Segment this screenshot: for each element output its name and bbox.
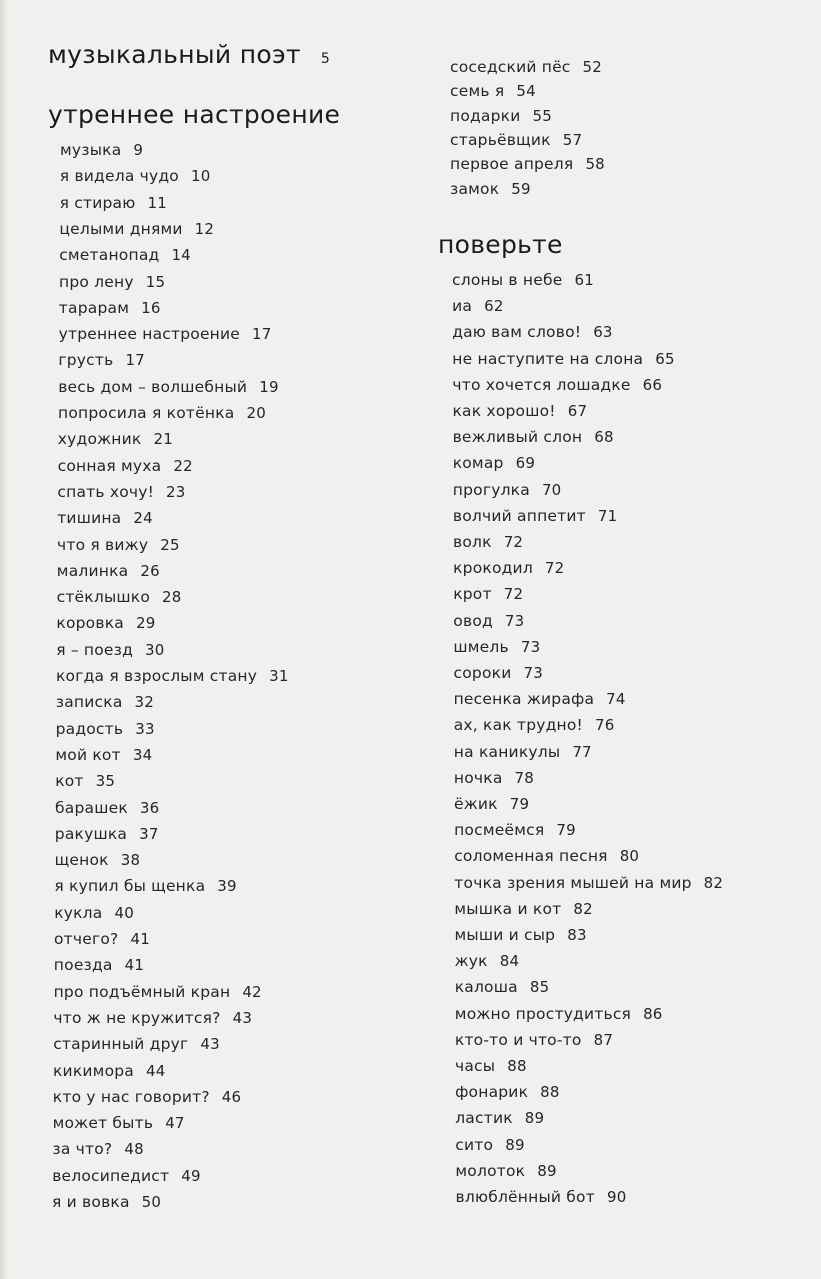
toc-entry [453, 402, 588, 420]
toc-entry-page-number: 16 [141, 298, 161, 317]
toc-entry-title: сонная муха [57, 456, 162, 475]
toc-entry-page-number: 31 [269, 667, 289, 685]
toc-header-entry [48, 40, 330, 69]
toc-entry-title: овод [453, 611, 493, 630]
toc-entry-title: соломенная песня [454, 847, 608, 866]
toc-entry [54, 983, 262, 1001]
toc-entry-page-number: 43 [200, 1035, 220, 1054]
toc-entry [58, 430, 173, 448]
toc-entry [54, 930, 150, 948]
toc-entry [453, 612, 524, 630]
toc-entry-title: про подъёмный кран [53, 982, 231, 1001]
toc-entry-page-number: 28 [162, 588, 182, 607]
toc-entry-page-number: 63 [593, 323, 613, 342]
toc-entry-title: крокодил [453, 559, 533, 578]
toc-entry [55, 825, 159, 843]
page-edge-shadow [0, 0, 8, 1279]
toc-entry-title: слоны в небе [452, 271, 563, 289]
toc-entry-title: песенка жирафа [453, 690, 595, 709]
toc-entry-page-number: 21 [153, 430, 173, 449]
toc-entry-page-number: 87 [593, 1030, 614, 1049]
toc-entry-title: кукла [54, 903, 103, 922]
toc-entry-title: что ж не кружится? [53, 1008, 221, 1027]
toc-entry-title: кто-то и что-то [454, 1030, 582, 1049]
toc-entry-page-number: 44 [146, 1061, 166, 1080]
toc-entry-page-number: 55 [532, 106, 553, 125]
toc-entry [52, 1167, 201, 1185]
toc-entry-title: радость [55, 719, 124, 738]
toc-entry [55, 851, 141, 869]
toc-entry-page-number: 14 [171, 246, 191, 265]
toc-entry-title: старьёвщик [450, 130, 551, 149]
toc-entry-title: жук [454, 952, 488, 971]
toc-entry-title: утреннее настроение [58, 325, 241, 344]
toc-entry [450, 58, 602, 76]
toc-entry [59, 246, 191, 264]
header-title: музыкальный поэт [48, 40, 301, 69]
toc-entry [54, 904, 134, 922]
toc-entry-title: малинка [56, 561, 129, 580]
toc-entry [54, 956, 144, 974]
toc-entry [52, 1193, 161, 1211]
toc-entry [52, 1140, 143, 1158]
toc-entry-page-number: 65 [655, 349, 675, 368]
toc-entry-title: молоток [455, 1161, 526, 1180]
toc-entry-page-number: 72 [544, 559, 565, 578]
toc-entry [59, 273, 165, 291]
toc-entry-page-number: 32 [134, 693, 155, 712]
toc-entry [454, 795, 529, 813]
toc-entry-title: кикимора [53, 1061, 134, 1080]
toc-entry-page-number: 47 [165, 1114, 185, 1133]
toc-entry-title: тарарам [58, 298, 130, 317]
toc-entry-page-number: 72 [503, 533, 524, 551]
toc-entry-page-number: 48 [124, 1140, 144, 1159]
toc-entry-title: я стираю [59, 193, 136, 212]
toc-entry-page-number: 11 [147, 193, 167, 212]
toc-entry-title: коровка [56, 614, 124, 633]
toc-entry [58, 378, 279, 396]
toc-entry [55, 799, 159, 817]
toc-entry-page-number: 10 [190, 167, 211, 186]
toc-entry-title: крот [453, 585, 492, 604]
toc-entry-page-number: 52 [582, 58, 603, 76]
toc-entry [56, 641, 164, 659]
toc-entry [59, 325, 272, 343]
toc-entry [57, 562, 160, 580]
toc-entry-title: первое апреля [450, 155, 574, 174]
toc-entry [455, 1005, 663, 1023]
toc-entry [454, 847, 639, 865]
toc-entry-page-number: 42 [242, 982, 262, 1001]
toc-entry-title: музыка [60, 141, 122, 159]
toc-entry [452, 271, 594, 289]
toc-entry-title: мыши и сыр [454, 926, 556, 944]
toc-entry [450, 82, 536, 100]
toc-entry [55, 746, 152, 764]
toc-entry-title: щенок [54, 851, 109, 870]
toc-entry-page-number: 82 [573, 899, 593, 918]
toc-entry-page-number: 59 [511, 179, 531, 198]
toc-entry-page-number: 77 [572, 742, 592, 761]
toc-entry-title: волк [453, 533, 492, 551]
toc-entry [53, 1009, 252, 1027]
toc-entry-title: фонарик [455, 1083, 529, 1102]
toc-entry-page-number: 88 [540, 1083, 560, 1102]
toc-entry [58, 351, 145, 369]
toc-entry-page-number: 79 [556, 821, 576, 840]
toc-entry-title: ластик [455, 1109, 513, 1128]
toc-entry-title: соседский пёс [450, 58, 571, 76]
toc-entry-page-number: 73 [520, 637, 541, 656]
toc-entry-page-number: 39 [217, 877, 237, 896]
toc-entry-title: художник [57, 430, 142, 449]
toc-entry-title: барашек [55, 798, 128, 817]
toc-entry-page-number: 17 [252, 325, 272, 344]
section-title: утреннее настроение [48, 100, 341, 129]
toc-entry [450, 155, 605, 173]
toc-entry-page-number: 58 [585, 155, 605, 174]
toc-entry-page-number: 66 [642, 375, 663, 394]
toc-entry [55, 772, 115, 790]
section-title: поверьте [438, 230, 563, 259]
toc-entry [455, 1109, 544, 1127]
toc-entry-page-number: 50 [141, 1193, 162, 1211]
toc-entry-title: грусть [58, 351, 114, 370]
toc-entry [56, 720, 155, 738]
toc-entry-page-number: 33 [135, 719, 155, 738]
toc-entry-page-number: 71 [597, 506, 618, 525]
toc-entry-page-number: 73 [523, 664, 543, 682]
toc-entry-title: можно простудиться [454, 1004, 632, 1023]
toc-entry [57, 509, 153, 527]
toc-entry-title: влюблённый бот [455, 1188, 595, 1206]
toc-entry-page-number: 70 [541, 480, 562, 499]
toc-entry [454, 743, 592, 761]
toc-entry-page-number: 30 [145, 640, 165, 659]
toc-entry [453, 533, 523, 551]
toc-entry [57, 536, 180, 554]
toc-entry-page-number: 9 [133, 141, 144, 159]
toc-entry [456, 1188, 627, 1206]
toc-entry-page-number: 68 [594, 428, 614, 447]
toc-entry [454, 900, 592, 918]
toc-entry-title: я купил бы щенка [54, 877, 206, 896]
toc-entry [59, 299, 161, 317]
toc-entry [454, 769, 534, 787]
toc-entry-title: комар [452, 454, 504, 473]
toc-entry [453, 559, 564, 577]
toc-entry-title: отчего? [54, 930, 119, 948]
toc-entry-title: иа [452, 297, 473, 316]
toc-entry-title: может быть [52, 1114, 154, 1133]
toc-entry [53, 1088, 242, 1106]
toc-entry-title: сметанопад [59, 246, 160, 265]
toc-entry [454, 821, 576, 839]
toc-entry [452, 323, 613, 341]
toc-entry [454, 664, 543, 682]
toc-entry [56, 614, 155, 632]
toc-entry-title: кто у нас говорит? [52, 1087, 210, 1106]
toc-entry-page-number: 73 [504, 611, 525, 630]
toc-entry-title: весь дом – волшебный [58, 377, 248, 396]
toc-entry-page-number: 79 [509, 795, 530, 813]
toc-entry-title: я видела чудо [59, 167, 179, 186]
toc-entry-page-number: 76 [594, 716, 615, 735]
toc-entry-title: прогулка [452, 480, 530, 499]
toc-entry [450, 131, 582, 149]
toc-entry-page-number: 78 [514, 768, 535, 787]
toc-entry-page-number: 15 [145, 272, 166, 291]
toc-entry-page-number: 37 [139, 824, 159, 843]
toc-entry [454, 690, 626, 708]
toc-entry-title: калоша [454, 978, 518, 997]
toc-entry-title: попросила я котёнка [58, 404, 235, 422]
toc-entry-title: сороки [453, 664, 512, 682]
toc-entry-page-number: 88 [507, 1057, 527, 1075]
toc-entry [452, 376, 662, 394]
toc-entry-page-number: 61 [574, 271, 594, 289]
toc-entry [453, 585, 523, 603]
toc-entry [60, 167, 211, 185]
toc-entry-title: целыми днями [59, 219, 183, 238]
toc-entry-title: что я вижу [57, 535, 149, 554]
toc-entry [60, 141, 143, 159]
toc-entry-page-number: 89 [505, 1135, 525, 1154]
toc-entry-page-number: 89 [524, 1109, 545, 1128]
toc-entry-page-number: 38 [120, 851, 141, 870]
toc-entry-page-number: 41 [130, 930, 150, 948]
toc-entry-title: на каникулы [453, 742, 561, 761]
toc-entry-page-number: 25 [160, 535, 180, 554]
toc-entry-page-number: 67 [567, 402, 588, 420]
toc-entry-page-number: 34 [132, 745, 153, 764]
header-page-number: 5 [320, 51, 331, 67]
toc-entry-title: мой кот [55, 745, 121, 764]
toc-entry-title: как хорошо! [452, 402, 556, 420]
toc-entry-title: старинный друг [53, 1035, 189, 1054]
toc-entry-title: кот [55, 772, 84, 791]
toc-entry [450, 180, 531, 198]
toc-entry-title: волчий аппетит [452, 506, 586, 525]
toc-entry-title: подарки [450, 106, 521, 125]
toc-entry-title: не наступите на слона [452, 349, 644, 368]
toc-entry [454, 716, 615, 734]
toc-entry [54, 877, 236, 895]
toc-entry-page-number: 29 [135, 614, 156, 633]
toc-entry [56, 667, 289, 685]
toc-entry-title: про лену [59, 272, 134, 291]
toc-entry [56, 693, 154, 711]
toc-entry-page-number: 62 [484, 297, 504, 316]
toc-entry-page-number: 43 [232, 1008, 253, 1027]
toc-entry [453, 428, 614, 446]
toc-entry-page-number: 17 [125, 351, 145, 370]
toc-entry [53, 1035, 220, 1053]
toc-entry-title: я и вовка [52, 1193, 130, 1211]
toc-entry [453, 454, 535, 472]
toc-entry-page-number: 49 [181, 1166, 201, 1185]
toc-entry [452, 297, 503, 315]
toc-entry-page-number: 20 [246, 404, 266, 422]
toc-entry-page-number: 86 [643, 1004, 663, 1023]
toc-entry [455, 1136, 524, 1154]
toc-entry [53, 1062, 166, 1080]
toc-entry-page-number: 74 [606, 690, 626, 709]
toc-entry [452, 350, 674, 368]
toc-entry-page-number: 90 [606, 1188, 627, 1206]
toc-entry-title: мышка и кот [454, 899, 562, 918]
toc-entry [57, 588, 182, 606]
toc-entry [59, 220, 214, 238]
toc-entry-page-number: 19 [259, 377, 279, 396]
toc-entry [450, 107, 552, 125]
toc-entry-title: часы [455, 1057, 496, 1075]
toc-entry-page-number: 26 [140, 561, 160, 580]
toc-entry [57, 483, 185, 501]
toc-entry-title: поезда [53, 956, 113, 975]
toc-entry-title: замок [450, 179, 500, 198]
toc-entry-title: точка зрения мышей на мир [454, 873, 692, 892]
toc-entry-page-number: 35 [95, 772, 116, 791]
toc-entry-title: велосипедист [52, 1166, 170, 1185]
toc-entry-page-number: 24 [133, 509, 153, 528]
toc-entry-page-number: 54 [516, 82, 536, 101]
toc-entry-page-number: 41 [124, 956, 145, 975]
toc-entry-page-number: 80 [619, 847, 640, 866]
toc-entry-title: ах, как трудно! [453, 716, 583, 735]
toc-entry-page-number: 40 [114, 903, 134, 922]
toc-entry-title: ёжик [454, 795, 498, 813]
toc-entry-title: за что? [52, 1140, 113, 1159]
toc-entry [453, 638, 540, 656]
toc-entry-title: ночка [453, 768, 503, 787]
toc-entry [454, 874, 723, 892]
toc-entry-page-number: 85 [529, 978, 550, 997]
toc-entry [53, 1114, 185, 1132]
toc-entry-page-number: 89 [537, 1161, 557, 1180]
toc-entry-title: даю вам слово! [452, 323, 582, 342]
toc-entry-title: что хочется лошадке [452, 375, 631, 394]
toc-entry-title: семь я [450, 82, 505, 101]
toc-entry-title: я – поезд [56, 640, 134, 659]
toc-entry [455, 1057, 527, 1075]
toc-entry-title: записка [55, 693, 123, 712]
toc-entry [60, 194, 167, 212]
toc-entry-title: когда я взрослым стану [56, 667, 258, 685]
toc-entry-page-number: 84 [499, 952, 520, 971]
toc-entry [455, 1162, 556, 1180]
toc-entry [58, 457, 193, 475]
toc-entry-page-number: 12 [194, 219, 215, 238]
toc-entry-title: посмеёмся [454, 821, 545, 840]
toc-entry-title: шмель [453, 637, 509, 656]
toc-entry [58, 404, 266, 422]
toc-entry-page-number: 72 [503, 585, 524, 604]
toc-entry-page-number: 22 [173, 456, 193, 475]
toc-entry-title: ракушка [54, 824, 128, 843]
toc-entry [453, 507, 618, 525]
toc-entry-page-number: 83 [567, 926, 587, 944]
toc-entry [455, 926, 587, 944]
toc-entry [453, 481, 562, 499]
toc-entry-title: стёклышко [56, 588, 151, 607]
toc-entry [455, 1031, 613, 1049]
toc-entry-page-number: 36 [139, 798, 160, 817]
toc-entry [455, 978, 550, 996]
toc-entry [455, 1083, 560, 1101]
toc-entry-title: сито [455, 1135, 494, 1154]
toc-entry-page-number: 46 [221, 1087, 242, 1106]
toc-entry-page-number: 23 [166, 482, 186, 501]
toc-entry-title: вежливый слон [452, 428, 583, 447]
toc-entry [455, 952, 520, 970]
toc-entry-page-number: 57 [562, 130, 583, 149]
toc-entry-page-number: 69 [515, 454, 536, 473]
toc-entry-title: тишина [57, 509, 122, 528]
toc-entry-title: спать хочу! [57, 482, 155, 501]
toc-entry-page-number: 82 [703, 873, 724, 892]
